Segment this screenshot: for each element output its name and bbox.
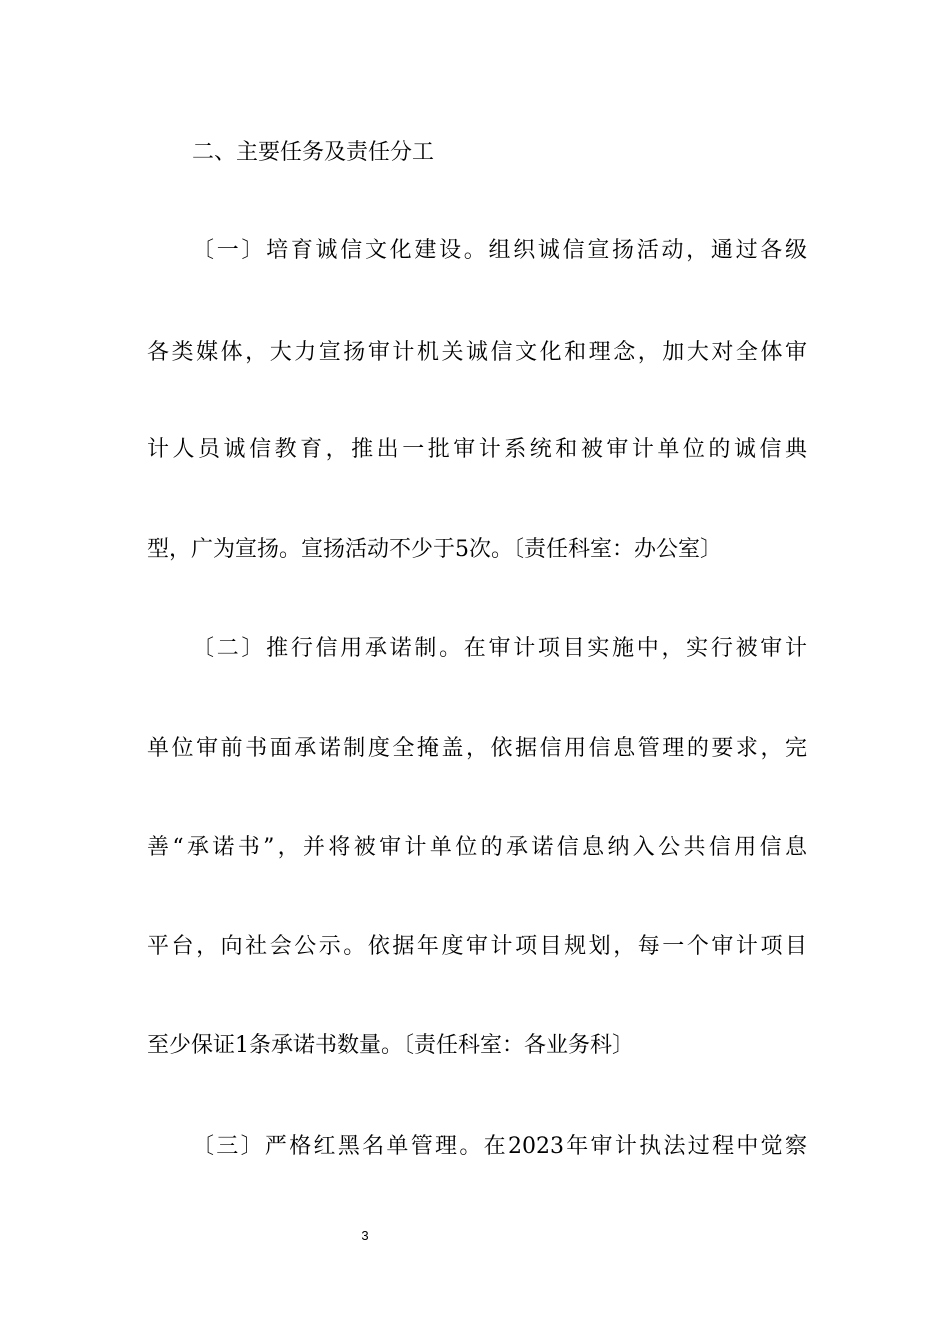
section-heading: 二、主要任务及责任分工 xyxy=(192,140,435,165)
paragraph-2-line-2: 单位审前书面承诺制度全掩盖，依据信用信息管理的要求，完 xyxy=(147,736,807,761)
paragraph-2-line-3: 善“承诺书”，并将被审计单位的承诺信息纳入公共信用信息 xyxy=(147,835,807,860)
paragraph-1-line-4: 型，广为宣扬。宣扬活动不少于5次。〔责任科室：办公室〕 xyxy=(147,537,722,562)
paragraph-2-line-1: 〔二〕推行信用承诺制。在审计项目实施中，实行被审计 xyxy=(192,636,807,661)
paragraph-2-line-5: 至少保证1条承诺书数量。〔责任科室：各业务科〕 xyxy=(147,1033,634,1058)
paragraph-3-line-1: 〔三〕严格红黑名单管理。在2023年审计执法过程中觉察 xyxy=(192,1134,807,1159)
paragraph-1-line-2: 各类媒体，大力宣扬审计机关诚信文化和理念，加大对全体审 xyxy=(147,340,807,365)
page-number: 3 xyxy=(361,1228,369,1243)
paragraph-1-line-3: 计人员诚信教育，推出一批审计系统和被审计单位的诚信典 xyxy=(147,437,807,462)
paragraph-2-line-4: 平台，向社会公示。依据年度审计项目规划，每一个审计项目 xyxy=(147,934,807,959)
paragraph-1-line-1: 〔一〕培育诚信文化建设。组织诚信宣扬活动，通过各级 xyxy=(192,238,807,263)
